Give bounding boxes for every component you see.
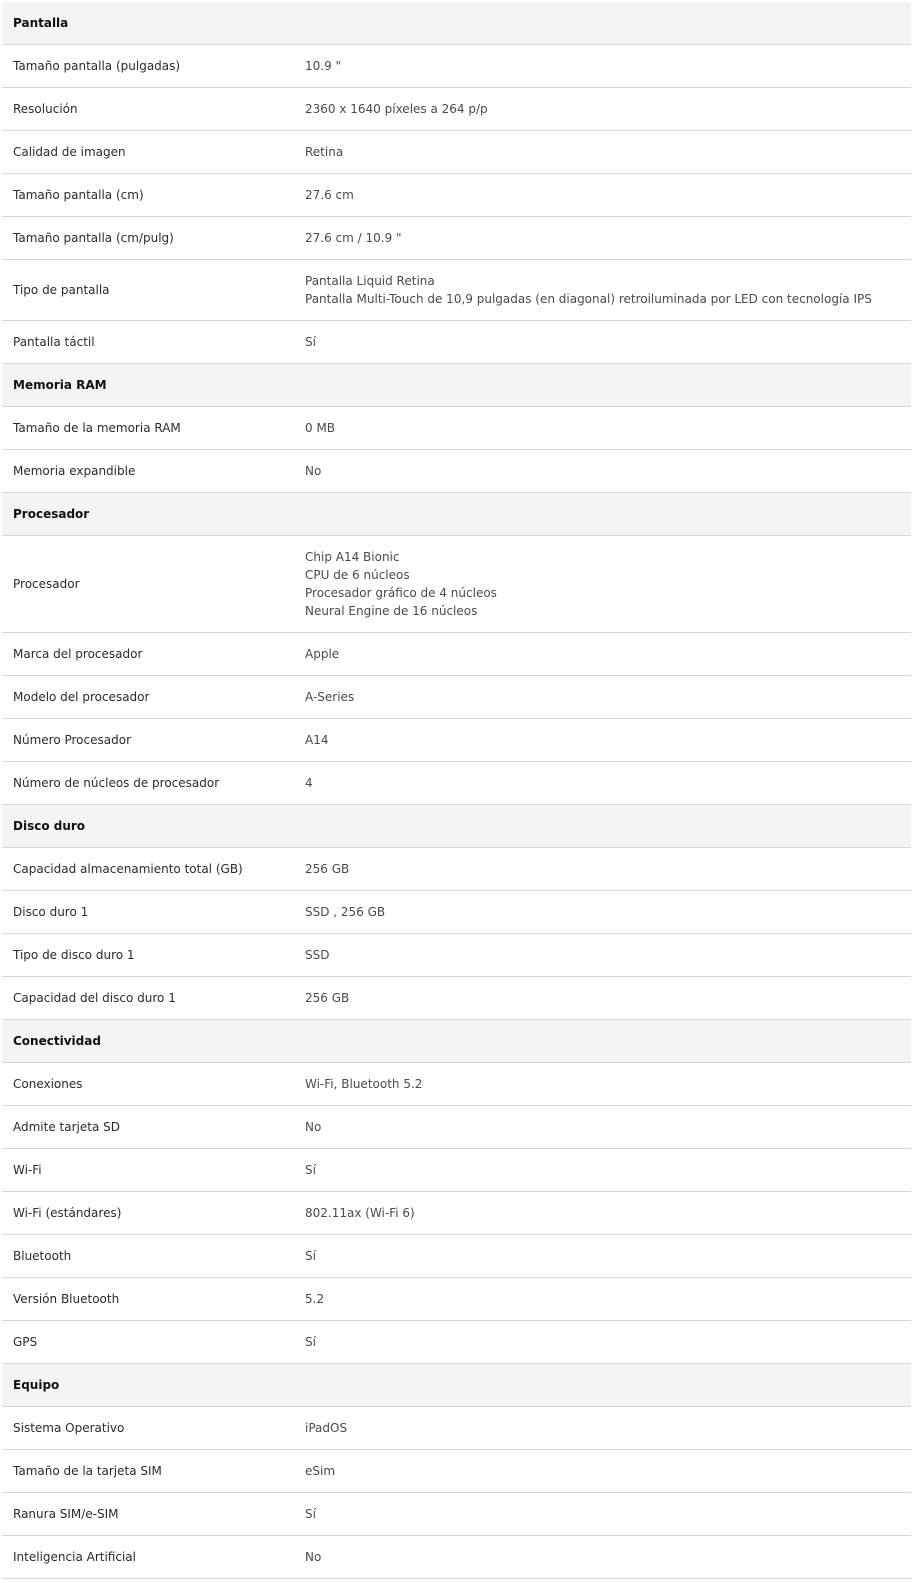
spec-value-line: No (305, 464, 322, 478)
spec-value (305, 1548, 911, 1566)
spec-label: Modelo del procesador (13, 690, 150, 704)
spec-value-line: 0 MB (305, 421, 336, 435)
spec-value-line: 4 (305, 776, 313, 790)
spec-value-line: 802.11ax (Wi-Fi 6) (305, 1206, 415, 1220)
spec-value-line: Sí (305, 1507, 316, 1521)
section-header: Disco duro (2, 805, 911, 848)
spec-value (305, 1075, 911, 1093)
spec-row (2, 676, 911, 719)
spec-value (305, 1333, 911, 1351)
spec-value-line: Wi-Fi, Bluetooth 5.2 (305, 1077, 423, 1091)
spec-row (2, 1536, 911, 1579)
spec-value-line: eSim (305, 1464, 336, 1478)
spec-value-line: iPadOS (305, 1421, 348, 1435)
spec-value (305, 731, 911, 749)
spec-value-line: A14 (305, 733, 329, 747)
spec-label: Procesador (13, 577, 80, 591)
spec-value (305, 989, 911, 1007)
spec-label: Tipo de disco duro 1 (13, 948, 135, 962)
spec-row (2, 891, 911, 934)
spec-label: Calidad de imagen (13, 145, 126, 159)
spec-value (305, 548, 911, 620)
spec-value (305, 143, 911, 161)
section-header: Equipo (2, 1364, 911, 1407)
spec-label: Disco duro 1 (13, 905, 89, 919)
spec-value-line: 27.6 cm (305, 188, 354, 202)
spec-row (2, 131, 911, 174)
spec-value-line: 27.6 cm / 10.9 " (305, 231, 402, 245)
spec-row (2, 719, 911, 762)
spec-value (305, 1290, 911, 1308)
spec-value-line: No (305, 1120, 322, 1134)
spec-value-line: Sí (305, 1335, 316, 1349)
spec-value-line: A-Series (305, 690, 355, 704)
spec-value (305, 100, 911, 118)
spec-row (2, 1407, 911, 1450)
spec-row (2, 536, 911, 633)
spec-value-line: Sí (305, 1163, 316, 1177)
spec-row (2, 321, 911, 364)
spec-value-line: 2360 x 1640 píxeles a 264 p/p (305, 102, 488, 116)
spec-label: Tamaño de la tarjeta SIM (13, 1464, 162, 1478)
spec-row (2, 407, 911, 450)
spec-row (2, 1192, 911, 1235)
spec-label: Capacidad del disco duro 1 (13, 991, 176, 1005)
spec-value-line: Pantalla Liquid Retina (305, 274, 435, 288)
spec-value (305, 57, 911, 75)
spec-value (305, 774, 911, 792)
spec-value-line: Chip A14 Bionic (305, 550, 400, 564)
spec-row (2, 450, 911, 493)
spec-value-line: 256 GB (305, 991, 350, 1005)
spec-value (305, 1204, 911, 1222)
spec-row (2, 633, 911, 676)
spec-value-line: Retina (305, 145, 344, 159)
spec-label: Bluetooth (13, 1249, 72, 1263)
spec-value-line: 5.2 (305, 1292, 325, 1306)
spec-value (305, 333, 911, 351)
spec-label: Wi-Fi (13, 1163, 42, 1177)
spec-label: Resolución (13, 102, 78, 116)
spec-label: Ranura SIM/e-SIM (13, 1507, 119, 1521)
spec-row (2, 260, 911, 321)
spec-label: Versión Bluetooth (13, 1292, 120, 1306)
spec-value (305, 1462, 911, 1480)
section-header: Procesador (2, 493, 911, 536)
spec-row (2, 1106, 911, 1149)
spec-label: Tamaño pantalla (pulgadas) (13, 59, 181, 73)
spec-value (305, 419, 911, 437)
spec-row (2, 762, 911, 805)
spec-value (305, 860, 911, 878)
section-header: Memoria RAM (2, 364, 911, 407)
spec-row (2, 217, 911, 260)
spec-value (305, 186, 911, 204)
spec-value-line: Procesador gráfico de 4 núcleos (305, 586, 497, 600)
spec-value-line: Sí (305, 335, 316, 349)
section-header: Conectividad (2, 1020, 911, 1063)
spec-row (2, 1063, 911, 1106)
spec-value (305, 1247, 911, 1265)
spec-label: Wi-Fi (estándares) (13, 1206, 122, 1220)
spec-label: Tipo de pantalla (13, 283, 110, 297)
spec-label: Capacidad almacenamiento total (GB) (13, 862, 243, 876)
spec-value-line: 256 GB (305, 862, 350, 876)
spec-value (305, 946, 911, 964)
spec-value (305, 688, 911, 706)
spec-row (2, 1321, 911, 1364)
spec-label: Memoria expandible (13, 464, 136, 478)
spec-label: Tamaño de la memoria RAM (13, 421, 181, 435)
spec-table (2, 2, 911, 1579)
spec-row (2, 848, 911, 891)
spec-label: Tamaño pantalla (cm) (13, 188, 144, 202)
spec-row (2, 45, 911, 88)
spec-value (305, 645, 911, 663)
spec-label: Tamaño pantalla (cm/pulg) (13, 231, 174, 245)
spec-label: Inteligencia Artificial (13, 1550, 136, 1564)
section-header: Pantalla (2, 2, 911, 45)
spec-value-line: Sí (305, 1249, 316, 1263)
spec-row (2, 934, 911, 977)
spec-label: Admite tarjeta SD (13, 1120, 120, 1134)
spec-value-line: 10.9 " (305, 59, 342, 73)
spec-value (305, 462, 911, 480)
spec-row (2, 1235, 911, 1278)
spec-row (2, 174, 911, 217)
spec-value (305, 1161, 911, 1179)
spec-label: Número Procesador (13, 733, 131, 747)
spec-value (305, 272, 911, 308)
spec-value-line: SSD (305, 948, 330, 962)
spec-label: Pantalla táctil (13, 335, 95, 349)
spec-row (2, 1493, 911, 1536)
spec-value (305, 229, 911, 247)
spec-value-line: Neural Engine de 16 núcleos (305, 604, 478, 618)
spec-value-line: No (305, 1550, 322, 1564)
spec-value-line: CPU de 6 núcleos (305, 568, 410, 582)
spec-value-line: Apple (305, 647, 340, 661)
spec-value (305, 903, 911, 921)
spec-value (305, 1118, 911, 1136)
spec-row (2, 1278, 911, 1321)
spec-value-line: Pantalla Multi-Touch de 10,9 pulgadas (en diagonal) retroiluminada por LED con tecnología IPS (305, 292, 872, 306)
spec-label: Sistema Operativo (13, 1421, 125, 1435)
spec-label: GPS (13, 1335, 38, 1349)
spec-label: Marca del procesador (13, 647, 143, 661)
spec-value-line: SSD , 256 GB (305, 905, 386, 919)
spec-row (2, 977, 911, 1020)
spec-row (2, 88, 911, 131)
spec-value (305, 1505, 911, 1523)
spec-value (305, 1419, 911, 1437)
spec-label: Número de núcleos de procesador (13, 776, 220, 790)
spec-row (2, 1149, 911, 1192)
spec-row (2, 1450, 911, 1493)
spec-label: Conexiones (13, 1077, 83, 1091)
